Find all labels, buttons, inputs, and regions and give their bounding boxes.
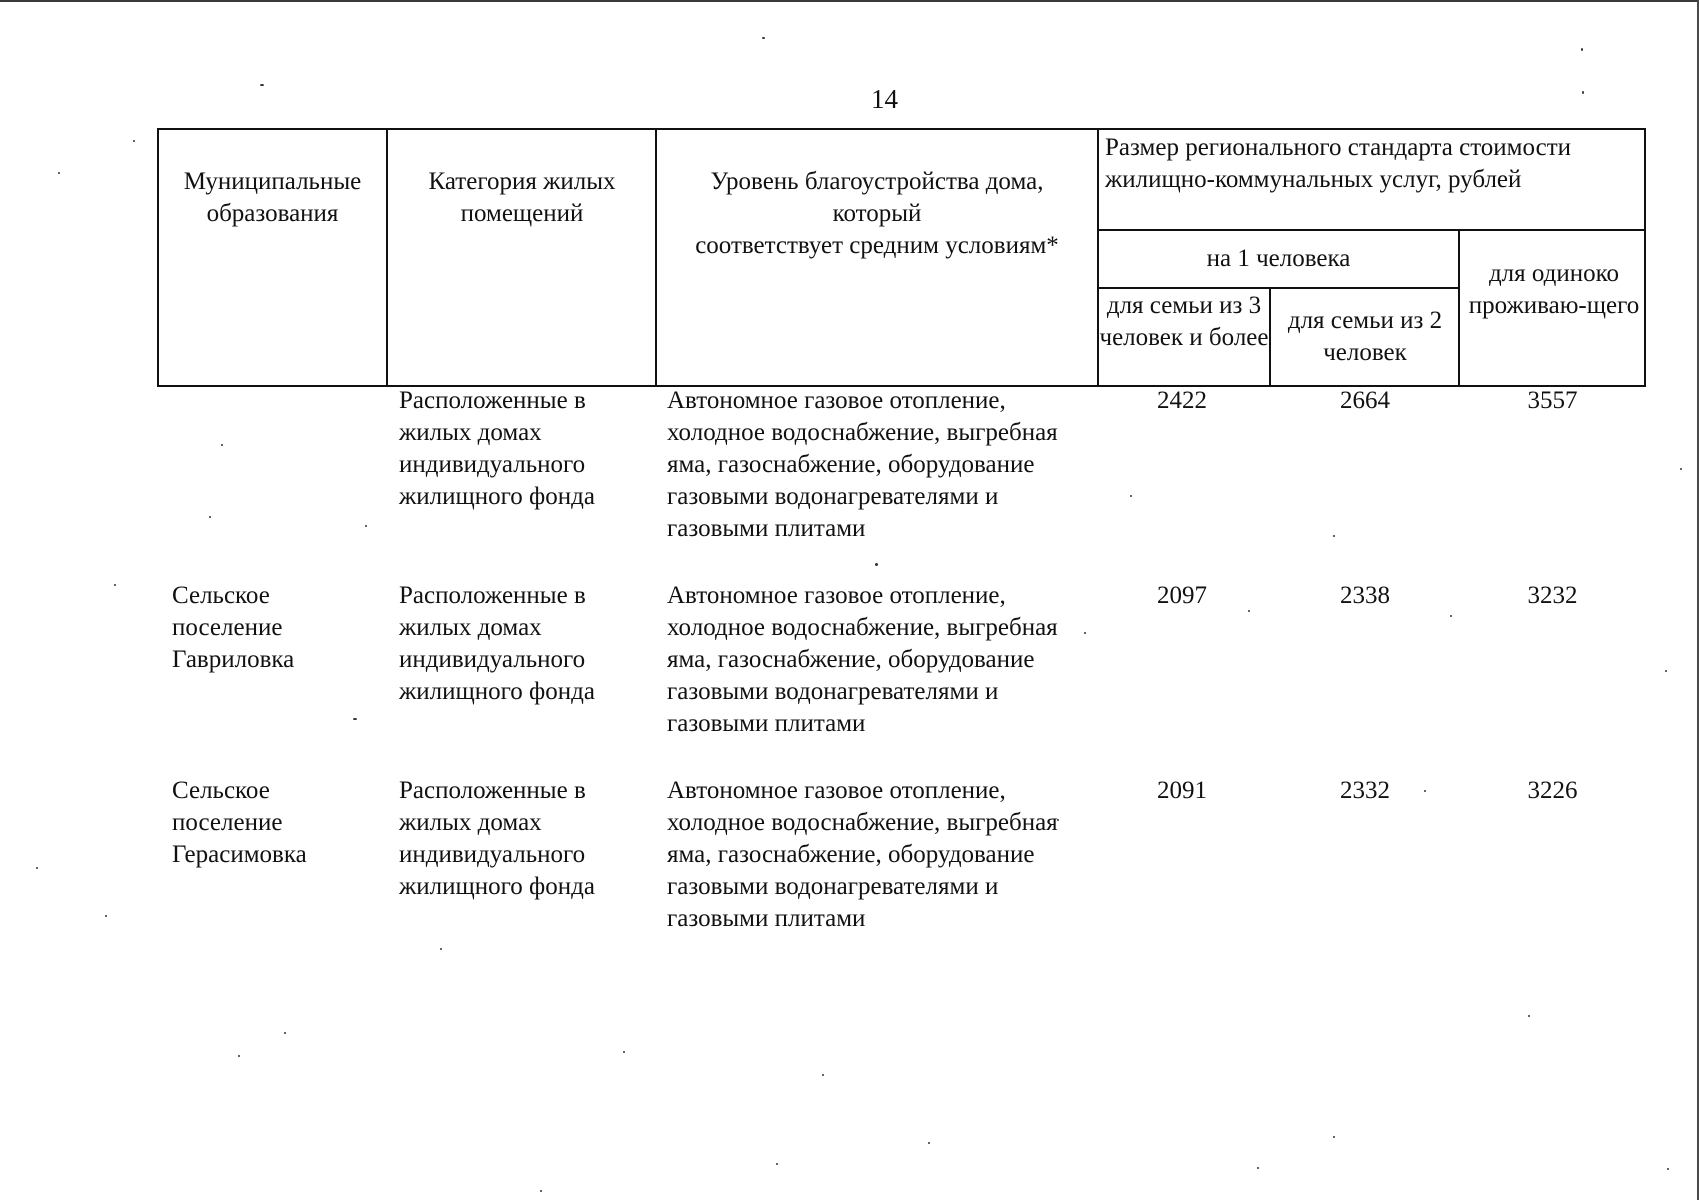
header-divider bbox=[1097, 287, 1458, 289]
scan-speck bbox=[762, 37, 765, 39]
header-divider bbox=[1097, 229, 1646, 231]
scan-speck bbox=[1528, 1015, 1530, 1017]
scan-speck bbox=[822, 1074, 824, 1076]
scan-speck bbox=[114, 584, 116, 586]
scan-speck bbox=[36, 867, 38, 869]
scan-speck bbox=[1084, 632, 1086, 634]
scan-speck bbox=[928, 1142, 930, 1144]
row1-category: Расположенные в жилых домах индивидуального жилищного фонда bbox=[399, 387, 595, 510]
row1-family3-value: 2422 bbox=[1157, 387, 1207, 414]
scan-speck bbox=[440, 948, 442, 950]
scan-speck bbox=[221, 444, 223, 446]
row2-level: Автономное газовое отопление, холодное водоснабжение, выгребная яма, газоснабжение, оборудование газовыми водонагревателями и газовыми плитами bbox=[667, 582, 1058, 737]
row2-municipality: Сельское поселение Гавриловка bbox=[172, 582, 295, 673]
scan-speck bbox=[1257, 1167, 1259, 1169]
scan-top-edge bbox=[0, 0, 1699, 2]
header-divider bbox=[386, 130, 388, 385]
header-per-person: на 1 человека bbox=[1206, 245, 1351, 272]
scan-speck bbox=[1680, 468, 1682, 470]
row3-single-value: 3226 bbox=[1527, 777, 1578, 804]
row1-family2-value: 2664 bbox=[1340, 387, 1390, 414]
header-size: Размер регионального стандарта стоимости жилищно-коммунальных услуг, рублей bbox=[1105, 134, 1572, 193]
table-header bbox=[157, 128, 1646, 387]
scan-speck bbox=[1665, 670, 1667, 672]
header-level-line: Уровень благоустройства дома, bbox=[710, 168, 1044, 195]
scan-speck bbox=[133, 140, 135, 142]
header-category: Категория жилых помещений bbox=[428, 168, 616, 227]
header-family2: для семьи из 2 человек bbox=[1287, 307, 1443, 366]
header-divider bbox=[1269, 287, 1271, 385]
scan-speck bbox=[284, 1032, 286, 1034]
scan-speck bbox=[1130, 495, 1132, 497]
scan-speck bbox=[1450, 615, 1452, 617]
row2-family3-value: 2097 bbox=[1157, 582, 1207, 609]
scan-speck bbox=[105, 915, 107, 917]
header-level bbox=[657, 166, 1097, 262]
header-divider bbox=[1458, 229, 1460, 385]
row3-category: Расположенные в жилых домах индивидуального жилищного фонда bbox=[399, 777, 595, 900]
scan-speck bbox=[58, 172, 60, 174]
scan-speck bbox=[365, 525, 367, 527]
row3-family3-value: 2091 bbox=[1157, 777, 1207, 804]
row3-municipality: Сельское поселение Герасимовка bbox=[172, 777, 307, 868]
scan-speck bbox=[540, 1190, 542, 1192]
header-level-line: который bbox=[832, 200, 922, 227]
header-single: для одиноко проживаю-щего bbox=[1468, 260, 1640, 319]
scan-speck bbox=[623, 1051, 625, 1053]
row3-level: Автономное газовое отопление, холодное водоснабжение, выгребная яма, газоснабжение, оборудование газовыми водонагревателями и газовыми плитами bbox=[667, 777, 1058, 932]
row1-single-value: 3557 bbox=[1527, 387, 1578, 414]
header-family3: для семьи из 3 человек и более bbox=[1099, 292, 1269, 351]
scan-speck bbox=[1333, 535, 1335, 537]
row2-single-value: 3232 bbox=[1527, 582, 1578, 609]
scan-speck bbox=[1581, 48, 1583, 51]
scan-speck bbox=[1667, 1168, 1669, 1170]
scan-speck bbox=[238, 1055, 240, 1057]
scan-speck bbox=[353, 718, 357, 720]
row3-family2-value: 2332 bbox=[1340, 777, 1390, 804]
scan-speck bbox=[1333, 1136, 1335, 1138]
header-level-line: соответствует средним условиям* bbox=[695, 232, 1059, 259]
scan-speck bbox=[209, 516, 211, 518]
row2-family2-value: 2338 bbox=[1340, 582, 1390, 609]
page-number: 14 bbox=[871, 84, 898, 114]
scan-speck bbox=[875, 563, 878, 566]
scan-speck bbox=[776, 1163, 778, 1165]
row2-category: Расположенные в жилых домах индивидуального жилищного фонда bbox=[399, 582, 595, 705]
row1-level: Автономное газовое отопление, холодное водоснабжение, выгребная яма, газоснабжение, оборудование газовыми водонагревателями и газовыми плитами bbox=[667, 387, 1058, 542]
header-municipal: Муниципальные образования bbox=[183, 168, 362, 227]
